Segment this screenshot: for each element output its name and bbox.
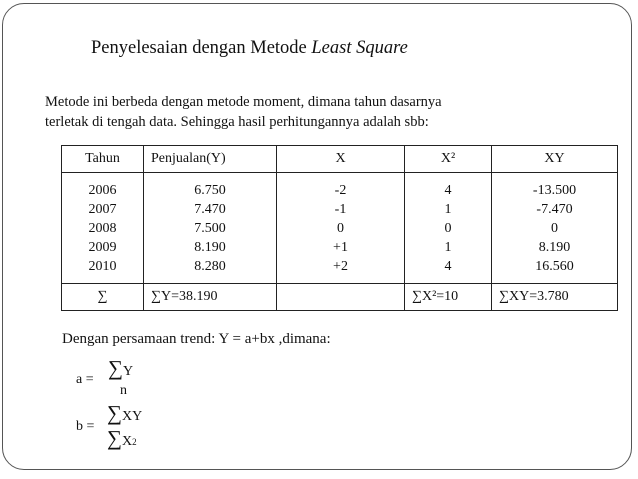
table-cell: 8.280: [194, 258, 226, 274]
header-x2: X²: [405, 146, 492, 173]
table-cell: 8.190: [538, 239, 571, 255]
table-cell: +1: [333, 239, 348, 255]
denominator-subscript: 2: [132, 437, 137, 447]
intro-paragraph: [45, 92, 605, 132]
column-xy: [492, 173, 618, 284]
table-cell: +2: [333, 258, 348, 274]
least-square-table: [61, 145, 618, 311]
table-cell: 0: [337, 220, 344, 236]
table-cell: 7.500: [194, 220, 226, 236]
table-cell: -7.470: [536, 201, 573, 217]
intro-line-2: terletak di tengah data. Sehingga hasil perhitungannya adalah sbb:: [45, 114, 429, 130]
formula-a-label: a =: [76, 372, 94, 387]
table-cell: 2009: [88, 239, 117, 255]
table-cell: 2008: [88, 220, 117, 236]
sigma-symbol: ∑: [107, 426, 122, 450]
numerator-text: Y: [122, 364, 134, 379]
total-label: ∑: [62, 284, 144, 311]
column-x2: [405, 173, 492, 284]
table-header-row: [62, 146, 618, 173]
table-cell: 2010: [88, 258, 117, 274]
header-tahun: Tahun: [62, 146, 144, 173]
table-cell: 2007: [88, 201, 117, 217]
intro-line-1: Metode ini berbeda dengan metode moment, dimana tahun dasarnya: [45, 94, 442, 110]
header-xy: XY: [492, 146, 618, 173]
formula-b-label: b =: [76, 419, 95, 434]
trend-equation: Dengan persamaan trend: Y = a+bx ,dimana:: [62, 331, 331, 347]
table-totals-row: [62, 284, 618, 311]
formula-b-numerator: [107, 401, 142, 426]
table-body-row: [62, 173, 618, 284]
slide-title: Penyelesaian dengan Metode Least Square: [91, 38, 408, 58]
column-x: [277, 173, 405, 284]
table-cell: 0: [551, 220, 558, 236]
total-y: ∑Y=38.190: [144, 284, 277, 311]
numerator-text: XY: [121, 409, 143, 424]
formula-b-denominator: [107, 426, 137, 451]
table-cell: 0: [444, 220, 452, 236]
denominator-text: X: [121, 434, 133, 449]
table-cell: 1: [444, 239, 452, 255]
table-cell: 4: [444, 182, 452, 198]
total-x: [277, 284, 405, 311]
sigma-symbol: ∑: [108, 356, 123, 380]
header-x: X: [277, 146, 405, 173]
total-xy: ∑XY=3.780: [492, 284, 618, 311]
sigma-symbol: ∑: [107, 401, 122, 425]
table-cell: 7.470: [194, 201, 226, 217]
total-x2: ∑X²=10: [405, 284, 492, 311]
table-cell: 16.560: [535, 258, 574, 274]
column-penjualan: [144, 173, 277, 284]
table-cell: 1: [444, 201, 452, 217]
table-cell: -2: [334, 182, 347, 198]
column-tahun: [62, 173, 144, 284]
table-cell: 6.750: [194, 182, 226, 198]
table-cell: 2006: [88, 182, 117, 198]
formula-a-numerator: [108, 356, 133, 381]
table-cell: 4: [444, 258, 452, 274]
table-cell: -13.500: [532, 182, 577, 198]
header-penjualan: Penjualan(Y): [144, 146, 277, 173]
formula-a-denominator: n: [120, 383, 127, 398]
table-cell: -1: [334, 201, 347, 217]
table-cell: 8.190: [194, 239, 226, 255]
